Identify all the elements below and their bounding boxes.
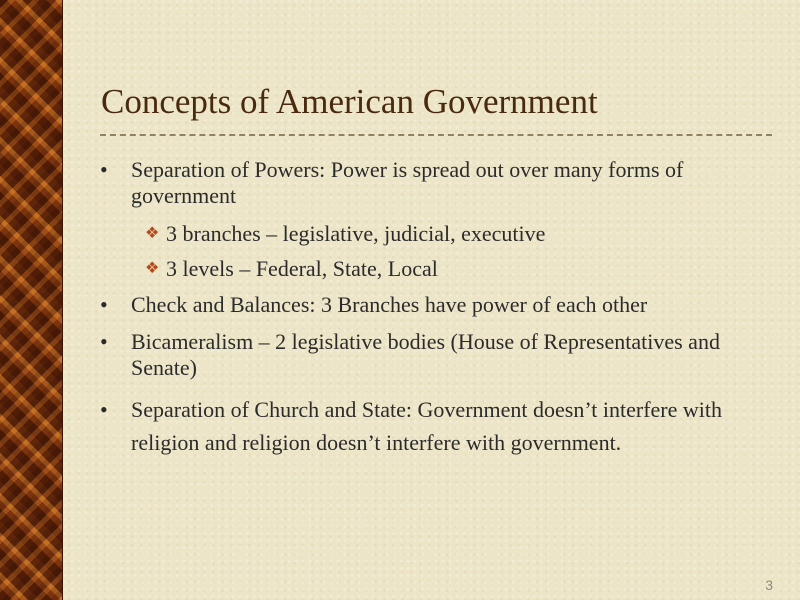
bullet-text: Separation of Church and State: Government doesn’t interfere with religion and religion doesn’t interfere with government. — [131, 396, 722, 455]
sub-bullet-text: 3 levels – Federal, State, Local — [166, 256, 438, 282]
bullet-item — [100, 329, 780, 382]
slide-title: Concepts of American Government — [101, 82, 598, 121]
bullet-text: Separation of Powers: Power is spread out over many forms of government — [131, 157, 684, 209]
diamond-bullet-icon: ❖ — [145, 224, 160, 242]
bullet-text: Bicameralism – 2 legislative bodies (House of Representatives and Senate) — [131, 328, 720, 381]
bullet-item — [100, 157, 780, 210]
sub-bullet-item — [100, 221, 780, 247]
bullet-text: Check and Balances: 3 Branches have power of each other — [131, 291, 648, 317]
bullet-icon: • — [100, 291, 108, 317]
bullet-icon: • — [100, 328, 108, 354]
sub-bullet-text: 3 branches – legislative, judicial, executive — [166, 220, 546, 246]
bullet-item — [100, 393, 780, 459]
bullet-item — [100, 292, 780, 318]
bullet-icon: • — [100, 157, 108, 182]
bullet-list — [100, 157, 780, 470]
diamond-bullet-icon: ❖ — [145, 260, 160, 278]
bullet-icon: • — [100, 396, 108, 422]
wood-texture-decoration — [0, 0, 63, 600]
title-divider — [100, 134, 772, 136]
page-number: 3 — [765, 577, 773, 593]
sub-bullet-item — [100, 256, 780, 282]
